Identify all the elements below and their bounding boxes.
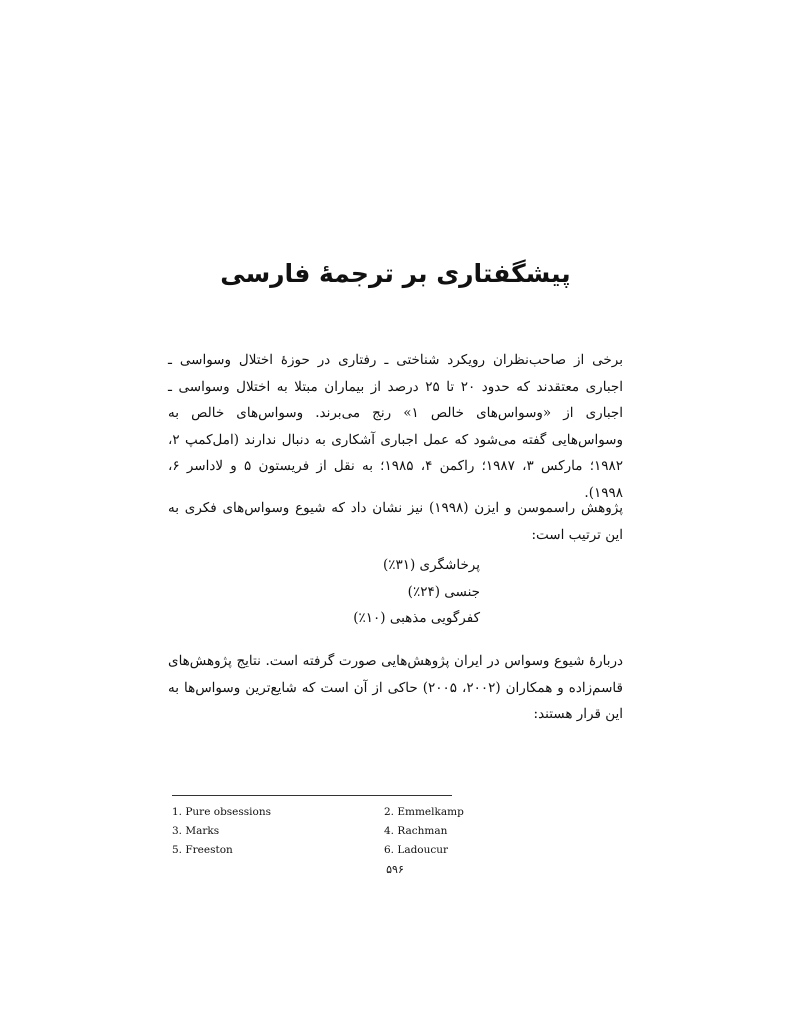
footnote-4: 4. Rachman [384, 825, 448, 837]
footnote-6: 6. Ladoucur [384, 844, 449, 856]
chapter-title: پیشگفتاری بر ترجمهٔ فارسی [220, 259, 571, 288]
footnote-2: 2. Emmelkamp [384, 806, 464, 818]
list-item: پرخاشگری (۳۱٪) [382, 557, 480, 573]
paragraph-iran: دربارهٔ شیوع وسواس در ایران پژوهش‌هایی صورت گرفته است. نتایج پژوهش‌های قاسم‌زاده و همکاران (۲۰۰۲، ۲۰۰۵) حاکی از آن است که شایع‌ترین وسواس‌ها به این قرار هستند: [168, 653, 623, 722]
page-number: ۵۹۶ [386, 863, 404, 876]
paragraph-intro: برخی از صاحب‌نظران رویکرد شناختی ـ رفتاری در حوزهٔ اختلال وسواسی ـ اجباری معتقدند که حدود ۲۰ تا ۲۵ درصد از بیماران مبتلا به اختلال وسواسی ـ اجباری از «وسواس‌های خالص ۱» رنج می‌برند. وسواس‌های خالص به وسواس‌هایی گفته می‌شود که عمل اجباری آشکاری به دنبال ندارند (امل‌کمپ ۲، ۱۹۸۲؛ مارکس ۳، ۱۹۸۷؛ راکمن ۴، ۱۹۸۵؛ به نقل از فریستون ۵ و لاداسر ۶، ۱۹۹۸). [168, 352, 624, 501]
prevalence-list [168, 552, 480, 632]
footnote-1: 1. Pure obsessions [172, 806, 272, 818]
list-item: جنسی (۲۴٪) [407, 583, 480, 600]
footnote-3: 3. Marks [172, 825, 220, 837]
list-item: کفرگویی مذهبی (۱۰٪) [353, 610, 480, 626]
footnote-5: 5. Freeston [172, 844, 233, 856]
paragraph-prevalence: پژوهش راسموسن و ایزن (۱۹۹۸) نیز نشان داد که شیوع وسواس‌های فکری به این ترتیب است: [168, 500, 624, 543]
footnote-divider [172, 795, 452, 796]
